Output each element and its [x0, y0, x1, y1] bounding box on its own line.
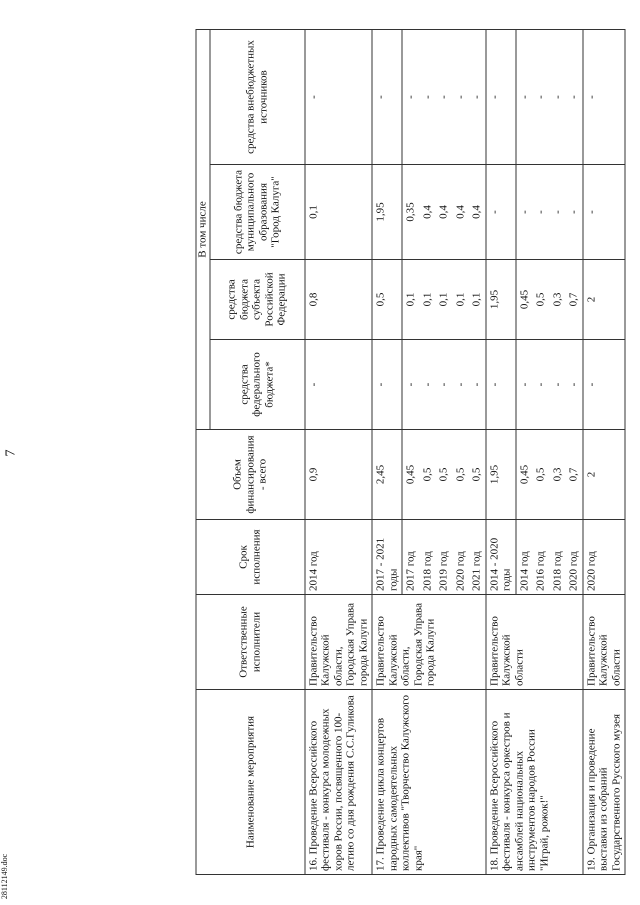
- cell-term: 2014 - 2020 годы: [485, 520, 515, 595]
- table-row: [304, 30, 372, 875]
- cell-mun: 0,1: [304, 165, 372, 260]
- cell-fed: -: [565, 340, 582, 430]
- cell-term: 2016 год: [532, 520, 549, 595]
- cell-reg: 0,1: [402, 260, 419, 340]
- cell-mun: -: [549, 165, 566, 260]
- row-executors: Правительство Калужской области, Городская Управа города Калуги: [304, 595, 372, 690]
- cell-total: 0,5: [419, 430, 436, 520]
- cell-ext: -: [565, 30, 582, 165]
- cell-term: 2014 год: [515, 520, 532, 595]
- header-federal: средства федерального бюджета*: [209, 340, 304, 430]
- cell-term: 2020 год: [565, 520, 582, 595]
- cell-term: 2018 год: [419, 520, 436, 595]
- cell-fed: -: [435, 340, 452, 430]
- cell-total: 0,45: [515, 430, 532, 520]
- row-name-cell: [582, 690, 625, 875]
- cell-term: 2020 год: [452, 520, 469, 595]
- cell-reg: 0,1: [452, 260, 469, 340]
- page-number: 7: [3, 449, 19, 457]
- row-number: 17.: [374, 857, 386, 871]
- cell-term: 2019 год: [435, 520, 452, 595]
- cell-term: 2017 год: [402, 520, 419, 595]
- cell-fed: -: [372, 340, 402, 430]
- header-term: Срок исполнения: [196, 520, 305, 595]
- cell-reg: 0,5: [372, 260, 402, 340]
- cell-total: 0,7: [565, 430, 582, 520]
- row-title: Проведение Всероссийского фестиваля - конкурса молодежных хоров России, посвященного 100-летию со дня рождения С.С.Гуликова: [306, 695, 356, 871]
- cell-total: 1,95: [485, 430, 515, 520]
- cell-ext: -: [419, 30, 436, 165]
- table-row: [372, 30, 402, 875]
- cell-mun: 0,4: [468, 165, 485, 260]
- cell-reg: 0,3: [549, 260, 566, 340]
- cell-fed: -: [452, 340, 469, 430]
- cell-ext: -: [304, 30, 372, 165]
- cell-reg: 0,1: [435, 260, 452, 340]
- cell-total: 0,5: [452, 430, 469, 520]
- cell-total: 0,5: [435, 430, 452, 520]
- row-title: Организация и проведение выставки из собраний Государственного Русского музея: [584, 713, 622, 871]
- table-row: [485, 30, 515, 875]
- header-executors: Ответственные исполнители: [196, 595, 305, 690]
- cell-fed: -: [515, 340, 532, 430]
- cell-fed: -: [468, 340, 485, 430]
- cell-fed: -: [582, 340, 625, 430]
- cell-mun: 0,4: [419, 165, 436, 260]
- table-body: [304, 30, 625, 875]
- cell-ext: -: [582, 30, 625, 165]
- financing-table: [195, 29, 625, 875]
- header-regional: средства бюджета субъекта Российской Федерации: [209, 260, 304, 340]
- cell-total: 0,45: [402, 430, 419, 520]
- row-number: 16.: [306, 857, 319, 871]
- rotated-table-wrapper: [195, 30, 640, 875]
- cell-ext: -: [435, 30, 452, 165]
- row-title: Проведение цикла концертов народных самодеятельных коллективов "Творчество Калужского края": [374, 694, 424, 871]
- row-executors: Правительство Калужской области: [582, 595, 625, 690]
- cell-fed: -: [532, 340, 549, 430]
- header-total: Объем финансирования - всего: [196, 430, 305, 520]
- cell-total: 0,5: [468, 430, 485, 520]
- cell-reg: 2: [582, 260, 625, 340]
- cell-mun: -: [582, 165, 625, 260]
- cell-fed: -: [419, 340, 436, 430]
- cell-reg: 0,1: [468, 260, 485, 340]
- row-number: 19.: [584, 857, 597, 871]
- cell-mun: 1,95: [372, 165, 402, 260]
- cell-term: 2020 год: [582, 520, 625, 595]
- cell-ext: -: [532, 30, 549, 165]
- cell-total: 0,5: [532, 430, 549, 520]
- row-title: Проведение Всероссийского фестиваля - конкурса оркестров и ансамблей национальных инструментов народов России "Играй, рожок!": [487, 712, 550, 871]
- cell-reg: 0,45: [515, 260, 532, 340]
- cell-total: 2,45: [372, 430, 402, 520]
- footer-filename: 28112149.doc: [0, 853, 10, 900]
- table-row: [582, 30, 625, 875]
- cell-term: 2017 - 2021 годы: [372, 520, 402, 595]
- cell-mun: -: [565, 165, 582, 260]
- cell-fed: -: [549, 340, 566, 430]
- cell-fed: -: [304, 340, 372, 430]
- header-municipal: средства бюджета муниципального образования "Город Калуга": [209, 165, 304, 260]
- cell-ext: -: [402, 30, 419, 165]
- cell-mun: 0,4: [452, 165, 469, 260]
- cell-fed: -: [485, 340, 515, 430]
- row-executors: Правительство Калужской области: [485, 595, 582, 690]
- cell-ext: -: [485, 30, 515, 165]
- cell-reg: 0,5: [532, 260, 549, 340]
- cell-total: 0,3: [549, 430, 566, 520]
- cell-total: 2: [582, 430, 625, 520]
- header-name: Наименование мероприятия: [196, 690, 305, 875]
- header-extrabudget: средства внебюджетных источников: [209, 30, 304, 165]
- row-executors: Правительство Калужской области, Городская Управа города Калуги: [372, 595, 486, 690]
- header-in-total: В том числе: [196, 30, 210, 430]
- cell-term: 2021 год: [468, 520, 485, 595]
- cell-ext: -: [549, 30, 566, 165]
- cell-ext: -: [515, 30, 532, 165]
- cell-reg: 0,8: [304, 260, 372, 340]
- cell-reg: 0,1: [419, 260, 436, 340]
- cell-mun: 0,4: [435, 165, 452, 260]
- cell-fed: -: [402, 340, 419, 430]
- cell-mun: -: [532, 165, 549, 260]
- cell-mun: -: [485, 165, 515, 260]
- cell-mun: 0,35: [402, 165, 419, 260]
- row-number: 18.: [487, 857, 500, 871]
- cell-reg: 1,95: [485, 260, 515, 340]
- cell-total: 0,9: [304, 430, 372, 520]
- row-name-cell: [304, 690, 372, 875]
- cell-ext: -: [452, 30, 469, 165]
- cell-term: 2018 год: [549, 520, 566, 595]
- cell-reg: 0,7: [565, 260, 582, 340]
- row-name-cell: [485, 690, 582, 875]
- cell-term: 2014 год: [304, 520, 372, 595]
- cell-ext: -: [468, 30, 485, 165]
- cell-ext: -: [372, 30, 402, 165]
- cell-mun: -: [515, 165, 532, 260]
- row-name-cell: [372, 690, 486, 875]
